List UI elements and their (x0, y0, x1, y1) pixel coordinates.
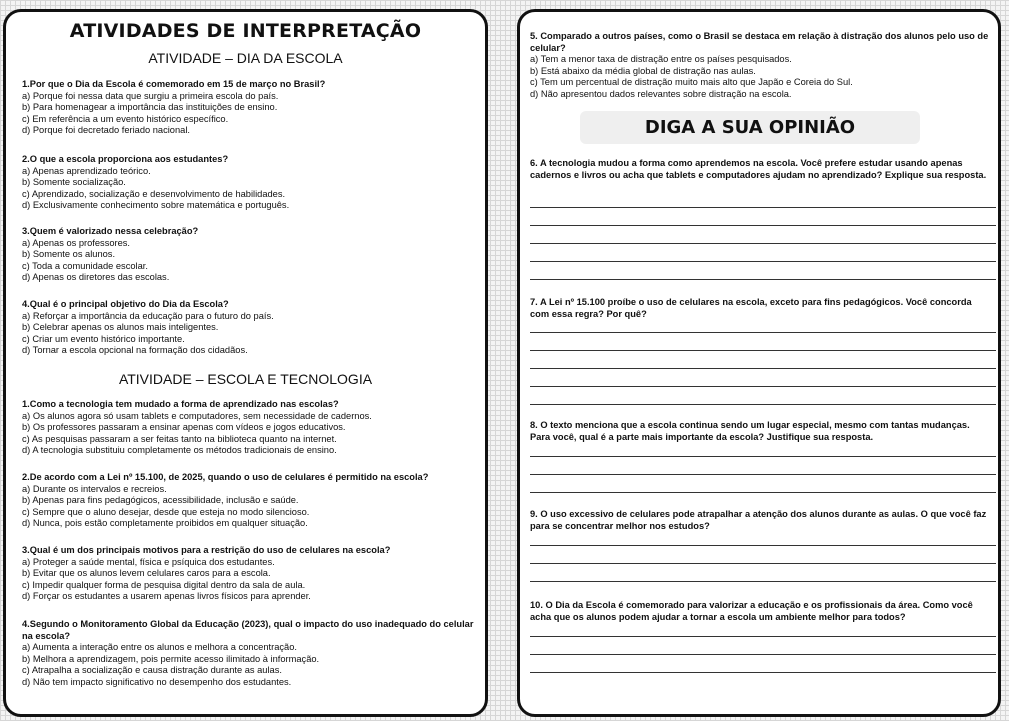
answer-line[interactable] (530, 332, 996, 333)
answer-option: a) Tem a menor taxa de distração entre os países pesquisados. (530, 54, 792, 65)
answer-option: a) Durante os intervalos e recreios. (22, 483, 167, 494)
question-block (22, 472, 482, 530)
answer-line[interactable] (530, 368, 996, 369)
answer-option: c) Tem um percentual de distração muito mais alto que Japão e Coreia do Sul. (530, 77, 853, 88)
answer-option: c) Em referência a um evento histórico específico. (22, 113, 229, 124)
answer-option: d) Porque foi decretado feriado nacional. (22, 125, 190, 136)
answer-line[interactable] (530, 672, 996, 673)
answer-line[interactable] (530, 581, 996, 582)
question-block (22, 299, 482, 357)
question-block (530, 31, 992, 101)
answer-option: b) Evitar que os alunos levem celulares caros para a escola. (22, 568, 271, 579)
right-worksheet-panel (517, 9, 1001, 717)
answer-line[interactable] (530, 654, 996, 655)
answer-option: d) Forçar os estudantes a usarem apenas livros físicos para aprender. (22, 591, 311, 602)
open-question (530, 509, 992, 532)
answer-option: a) Os alunos agora só usam tablets e computadores, sem necessidade de cadernos. (22, 410, 372, 421)
question-block (22, 619, 482, 689)
question-text: 9. O uso excessivo de celulares pode atrapalhar a atenção dos alunos durante as aulas. O que você faz para se concentrar melhor nos estudos? (530, 509, 987, 531)
open-question (530, 158, 992, 181)
answer-line[interactable] (530, 350, 996, 351)
answer-option: c) Atrapalha a socialização e causa distração durante as aulas. (22, 665, 282, 676)
answer-option: c) Sempre que o aluno desejar, desde que esteja no modo silencioso. (22, 506, 310, 517)
question-text: 1.Por que o Dia da Escola é comemorado em 15 de março no Brasil? (22, 79, 326, 89)
answer-option: c) As pesquisas passaram a ser feitas tanto na biblioteca quanto na internet. (22, 433, 337, 444)
answer-option: a) Porque foi nessa data que surgiu a primeira escola do país. (22, 90, 279, 101)
question-text: 7. A Lei nº 15.100 proíbe o uso de celulares na escola, exceto para fins pedagógicos. Você concorda com essa regra? Por quê? (530, 297, 972, 319)
answer-line[interactable] (530, 474, 996, 475)
answer-option: b) Melhora a aprendizagem, pois permite acesso ilimitado à informação. (22, 653, 320, 664)
open-question (530, 600, 992, 623)
question-text: 1.Como a tecnologia tem mudado a forma de aprendizado nas escolas? (22, 399, 339, 409)
open-question (530, 297, 992, 320)
question-text: 4.Segundo o Monitoramento Global da Educação (2023), qual o impacto do uso inadequado do celular na escola? (22, 619, 474, 641)
answer-line[interactable] (530, 207, 996, 208)
answer-option: a) Reforçar a importância da educação para o futuro do país. (22, 310, 274, 321)
answer-line[interactable] (530, 492, 996, 493)
answer-option: b) Apenas para fins pedagógicos, acessibilidade, inclusão e saúde. (22, 495, 299, 506)
question-text: 8. O texto menciona que a escola continua sendo um lugar especial, mesmo com tantas mudanças. Para você, qual é a parte mais importante da escola? Justifique sua resposta. (530, 420, 970, 442)
answer-option: a) Proteger a saúde mental, física e psíquica dos estudantes. (22, 556, 275, 567)
answer-option: b) Os professores passaram a ensinar apenas com vídeos e jogos educativos. (22, 422, 346, 433)
question-block (22, 226, 482, 284)
question-text: 5. Comparado a outros países, como o Brasil se destaca em relação à distração dos alunos pelo uso de celular? (530, 31, 989, 53)
section-title-escola-e-tecnologia: ATIVIDADE – ESCOLA E TECNOLOGIA (118, 371, 373, 387)
answer-line[interactable] (530, 636, 996, 637)
answer-line[interactable] (530, 563, 996, 564)
question-block (22, 545, 482, 603)
question-block (22, 79, 482, 137)
left-worksheet-panel (3, 9, 488, 717)
answer-option: d) Tornar a escola opcional na formação dos cidadãos. (22, 345, 248, 356)
section-title-dia-da-escola: ATIVIDADE – DIA DA ESCOLA (148, 50, 343, 66)
opinion-section-title: DIGA A SUA OPINIÃO (580, 111, 920, 144)
answer-option: a) Apenas aprendizado teórico. (22, 165, 151, 176)
answer-option: d) Apenas os diretores das escolas. (22, 272, 170, 283)
answer-option: b) Celebrar apenas os alunos mais inteligentes. (22, 322, 219, 333)
question-text: 2.De acordo com a Lei nº 15.100, de 2025, quando o uso de celulares é permitido na escola? (22, 472, 429, 482)
answer-option: d) A tecnologia substituiu completamente os métodos tradicionais de ensino. (22, 445, 337, 456)
answer-option: c) Impedir qualquer forma de pesquisa digital dentro da sala de aula. (22, 579, 306, 590)
answer-option: b) Para homenagear a importância das instituições de ensino. (22, 102, 278, 113)
question-text: 3.Qual é um dos principais motivos para a restrição do uso de celulares na escola? (22, 545, 391, 555)
question-block (22, 399, 482, 457)
question-text: 10. O Dia da Escola é comemorado para valorizar a educação e os profissionais da área. Como você acha que os alunos podem ajudar a tornar a escola um ambiente melhor para todos? (530, 600, 973, 622)
question-text: 6. A tecnologia mudou a forma como aprendemos na escola. Você prefere estudar usando apenas cadernos e livros ou acha que tablets e computadores ajudam no aprendizado? Explique sua resposta. (530, 158, 987, 180)
answer-line[interactable] (530, 225, 996, 226)
answer-option: d) Não apresentou dados relevantes sobre distração na escola. (530, 88, 792, 99)
question-text: 2.O que a escola proporciona aos estudantes? (22, 154, 229, 164)
answer-option: b) Somente socialização. (22, 177, 126, 188)
question-text: 4.Qual é o principal objetivo do Dia da Escola? (22, 299, 229, 309)
answer-option: d) Nunca, pois estão completamente proibidos em qualquer situação. (22, 518, 308, 529)
question-block (22, 154, 482, 212)
answer-option: b) Somente os alunos. (22, 249, 116, 260)
answer-option: a) Aumenta a interação entre os alunos e melhora a concentração. (22, 642, 297, 653)
answer-option: d) Não tem impacto significativo no desempenho dos estudantes. (22, 676, 292, 687)
answer-option: c) Criar um evento histórico importante. (22, 333, 185, 344)
answer-line[interactable] (530, 545, 996, 546)
answer-line[interactable] (530, 456, 996, 457)
answer-option: a) Apenas os professores. (22, 237, 131, 248)
answer-option: b) Está abaixo da média global de distração nas aulas. (530, 65, 756, 76)
answer-line[interactable] (530, 243, 996, 244)
answer-line[interactable] (530, 404, 996, 405)
question-text: 3.Quem é valorizado nessa celebração? (22, 226, 199, 236)
answer-line[interactable] (530, 386, 996, 387)
answer-line[interactable] (530, 261, 996, 262)
answer-option: c) Aprendizado, socialização e desenvolvimento de habilidades. (22, 188, 286, 199)
answer-option: c) Toda a comunidade escolar. (22, 260, 148, 271)
answer-option: d) Exclusivamente conhecimento sobre matemática e português. (22, 200, 290, 211)
open-question (530, 420, 992, 443)
answer-line[interactable] (530, 279, 996, 280)
worksheet-title: ATIVIDADES DE INTERPRETAÇÃO (69, 20, 422, 42)
